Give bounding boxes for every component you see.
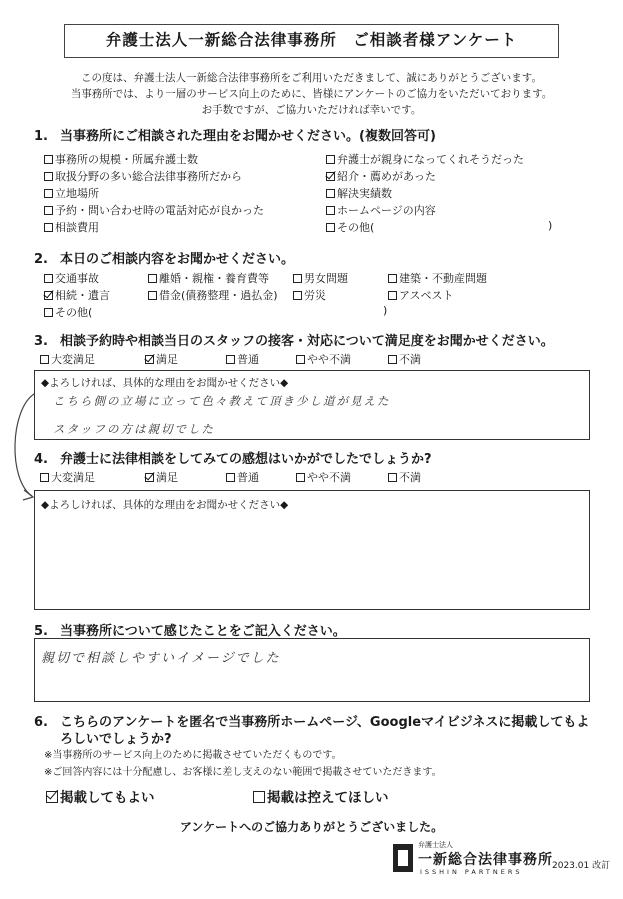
checkbox-checked[interactable] bbox=[46, 791, 58, 803]
checkbox[interactable] bbox=[226, 355, 235, 364]
q4-reason-box[interactable] bbox=[34, 490, 590, 610]
q4-title: 4. 弁護士に法律相談をしてみての感想はいかがでしたでしょうか? bbox=[34, 452, 432, 467]
checkbox[interactable] bbox=[326, 206, 335, 215]
q4-option-2[interactable]: 満足 bbox=[145, 469, 178, 485]
checkbox[interactable] bbox=[326, 223, 335, 232]
q3-title: 3. 相談予約時や相談当日のスタッフの接客・対応について満足度をお聞かせください。 bbox=[34, 334, 554, 349]
checkbox[interactable] bbox=[226, 473, 235, 482]
q2-option-2[interactable]: 離婚・親権・養育費等 bbox=[148, 270, 269, 286]
q5-handwriting: 親切で相談しやすいイメージでした bbox=[41, 651, 281, 666]
logo-firm-name: 一新総合法律事務所 bbox=[418, 852, 553, 868]
q6-title-line-1: 6. こちらのアンケートを匿名で当事務所ホームページ、Googleマイビジネスに掲載してもよ bbox=[34, 715, 590, 730]
intro-line-1: この度は、弁護士法人一新総合法律事務所をご利用いただきまして、誠にありがとうございます。 bbox=[81, 72, 542, 84]
q6-note-2: ※ご回答内容には十分配慮し、お客様に差し支えのない範囲で掲載させていただきます。 bbox=[44, 767, 442, 778]
checkbox[interactable] bbox=[253, 791, 265, 803]
checkbox[interactable] bbox=[44, 155, 53, 164]
q2-option-7[interactable]: 労災 bbox=[293, 287, 326, 303]
checkbox[interactable] bbox=[388, 355, 397, 364]
q6-note-1: ※当事務所のサービス向上のために掲載させていただくものです。 bbox=[44, 750, 342, 761]
q4-option-1[interactable]: 大変満足 bbox=[40, 469, 95, 485]
checkbox[interactable] bbox=[44, 172, 53, 181]
checkbox[interactable] bbox=[44, 223, 53, 232]
q1-option-7[interactable]: 紹介・薦めがあった bbox=[326, 168, 436, 184]
checkbox[interactable] bbox=[44, 206, 53, 215]
q1-title: 1. 当事務所にご相談された理由をお聞かせください。(複数回答可) bbox=[34, 129, 436, 144]
checkbox[interactable] bbox=[326, 155, 335, 164]
logo-small-text: 弁護士法人 bbox=[418, 841, 453, 849]
q4-option-4[interactable]: やや不満 bbox=[296, 469, 351, 485]
checkbox[interactable] bbox=[293, 274, 302, 283]
intro-line-2: 当事務所では、より一層のサービス向上のために、皆様にアンケートのご協力をいただいております。 bbox=[70, 88, 553, 100]
firm-logo-icon bbox=[393, 844, 413, 872]
q4-prompt: ◆よろしければ、具体的な理由をお聞かせください◆ bbox=[41, 499, 289, 511]
q2-title: 2. 本日のご相談内容をお聞かせください。 bbox=[34, 252, 295, 267]
checkbox[interactable] bbox=[44, 189, 53, 198]
q1-option-10[interactable]: その他( bbox=[326, 219, 374, 235]
q2-option-8[interactable]: アスベスト bbox=[388, 287, 454, 303]
q1-option-2[interactable]: 取扱分野の多い総合法律事務所だから bbox=[44, 168, 242, 184]
q1-option-4[interactable]: 予約・問い合わせ時の電話対応が良かった bbox=[44, 202, 264, 218]
checkbox[interactable] bbox=[40, 473, 49, 482]
q2-option-4[interactable]: 建築・不動産問題 bbox=[388, 270, 487, 286]
q3-option-5[interactable]: 不満 bbox=[388, 351, 421, 367]
q2-option-1[interactable]: 交通事故 bbox=[44, 270, 99, 286]
q1-option-9[interactable]: ホームページの内容 bbox=[326, 202, 436, 218]
q3-handwriting-1: こちら側の立場に立って色々教えて頂き少し道が見えた bbox=[53, 394, 391, 408]
checkbox[interactable] bbox=[296, 473, 305, 482]
q3-option-3[interactable]: 普通 bbox=[226, 351, 259, 367]
thanks-message: アンケートへのご協力ありがとうございました。 bbox=[179, 820, 444, 834]
checkbox-checked[interactable] bbox=[145, 355, 154, 364]
checkbox-checked[interactable] bbox=[44, 291, 53, 300]
checkbox-checked[interactable] bbox=[326, 172, 335, 181]
checkbox-checked[interactable] bbox=[145, 473, 154, 482]
intro-line-3: お手数ですが、ご協力いただければ幸いです。 bbox=[201, 104, 422, 116]
q3-handwriting-2: スタッフの方は親切でした bbox=[53, 422, 215, 436]
q1-option-1[interactable]: 事務所の規模・所属弁護士数 bbox=[44, 151, 198, 167]
q4-option-5[interactable]: 不満 bbox=[388, 469, 421, 485]
page-title: 弁護士法人一新総合法律事務所 ご相談者様アンケート bbox=[64, 24, 559, 58]
q3-option-4[interactable]: やや不満 bbox=[296, 351, 351, 367]
checkbox[interactable] bbox=[44, 274, 53, 283]
q2-option-6[interactable]: 借金(債務整理・過払金) bbox=[148, 287, 278, 303]
q1-option-6[interactable]: 弁護士が親身になってくれそうだった bbox=[326, 151, 524, 167]
q2-close-paren: ) bbox=[383, 304, 388, 317]
q2-option-9[interactable]: その他( bbox=[44, 304, 92, 320]
q3-option-1[interactable]: 大変満足 bbox=[40, 351, 95, 367]
q2-option-5[interactable]: 相続・遺言 bbox=[44, 287, 110, 303]
q3-prompt: ◆よろしければ、具体的な理由をお聞かせください◆ bbox=[41, 377, 289, 389]
q1-option-8[interactable]: 解決実績数 bbox=[326, 185, 392, 201]
checkbox[interactable] bbox=[40, 355, 49, 364]
q6-option-publish[interactable]: 掲載してもよい bbox=[46, 786, 155, 806]
checkbox[interactable] bbox=[293, 291, 302, 300]
checkbox[interactable] bbox=[388, 291, 397, 300]
checkbox[interactable] bbox=[296, 355, 305, 364]
q1-close-paren: ) bbox=[548, 219, 553, 232]
checkbox[interactable] bbox=[148, 291, 157, 300]
q1-option-3[interactable]: 立地場所 bbox=[44, 185, 99, 201]
q4-option-3[interactable]: 普通 bbox=[226, 469, 259, 485]
checkbox[interactable] bbox=[388, 473, 397, 482]
q5-comment-box[interactable] bbox=[34, 638, 590, 702]
logo-roman: ISSHIN PARTNERS bbox=[420, 868, 523, 876]
checkbox[interactable] bbox=[148, 274, 157, 283]
q1-option-5[interactable]: 相談費用 bbox=[44, 219, 99, 235]
checkbox[interactable] bbox=[44, 308, 53, 317]
q3-reason-box[interactable] bbox=[34, 370, 590, 440]
q6-title-line-2: ろしいでしょうか? bbox=[60, 732, 172, 747]
q3-option-2[interactable]: 満足 bbox=[145, 351, 178, 367]
q6-option-no-publish[interactable]: 掲載は控えてほしい bbox=[253, 786, 389, 806]
version-label: 2023.01 改訂 bbox=[552, 861, 611, 871]
q5-title: 5. 当事務所について感じたことをご記入ください。 bbox=[34, 624, 346, 639]
q2-option-3[interactable]: 男女問題 bbox=[293, 270, 348, 286]
checkbox[interactable] bbox=[388, 274, 397, 283]
checkbox[interactable] bbox=[326, 189, 335, 198]
